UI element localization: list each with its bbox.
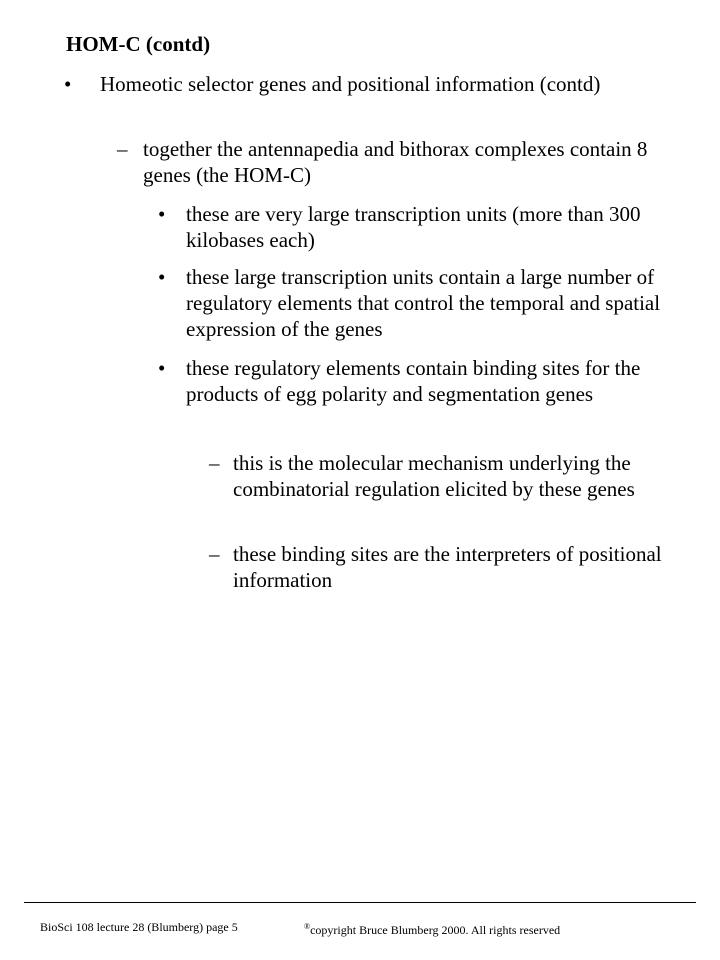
bullet-text: together the antennapedia and bithorax complexes contain 8 genes (the HOM-C) <box>143 137 648 187</box>
bullet-marker: • <box>64 72 72 96</box>
bullet-text: these are very large transcription units (more than 300 kilobases each) <box>186 202 641 252</box>
slide-title: HOM-C (contd) <box>66 32 211 56</box>
bullet-level-3 <box>158 201 666 253</box>
bullet-marker: • <box>158 265 166 289</box>
copyright-text: copyright Bruce Blumberg 2000. All rights reserved <box>310 923 561 937</box>
bullet-text: these binding sites are the interpreters of positional information <box>233 542 662 592</box>
bullet-marker: • <box>158 202 166 226</box>
footer-copyright <box>304 919 560 938</box>
dash-marker: – <box>209 451 220 475</box>
bullet-level-4 <box>209 450 673 502</box>
bullet-text: this is the molecular mechanism underlying the combinatorial regulation elicited by these genes <box>233 451 635 501</box>
dash-marker: – <box>117 137 128 161</box>
bullet-text: these large transcription units contain a large number of regulatory elements that control the temporal and spatial expression of the genes <box>186 265 661 341</box>
bullet-text: Homeotic selector genes and positional information (contd) <box>100 72 601 96</box>
footer-divider <box>24 902 696 903</box>
bullet-level-1 <box>64 71 660 97</box>
bullet-level-3 <box>158 264 666 342</box>
bullet-level-2 <box>117 136 663 188</box>
bullet-level-4 <box>209 541 673 593</box>
bullet-marker: • <box>158 356 166 380</box>
registered-mark: ® <box>304 922 311 931</box>
bullet-level-3 <box>158 355 666 407</box>
bullet-text: these regulatory elements contain binding sites for the products of egg polarity and segmentation genes <box>186 356 641 406</box>
dash-marker: – <box>209 542 220 566</box>
footer-page-info: BioSci 108 lecture 28 (Blumberg) page 5 <box>40 920 238 934</box>
